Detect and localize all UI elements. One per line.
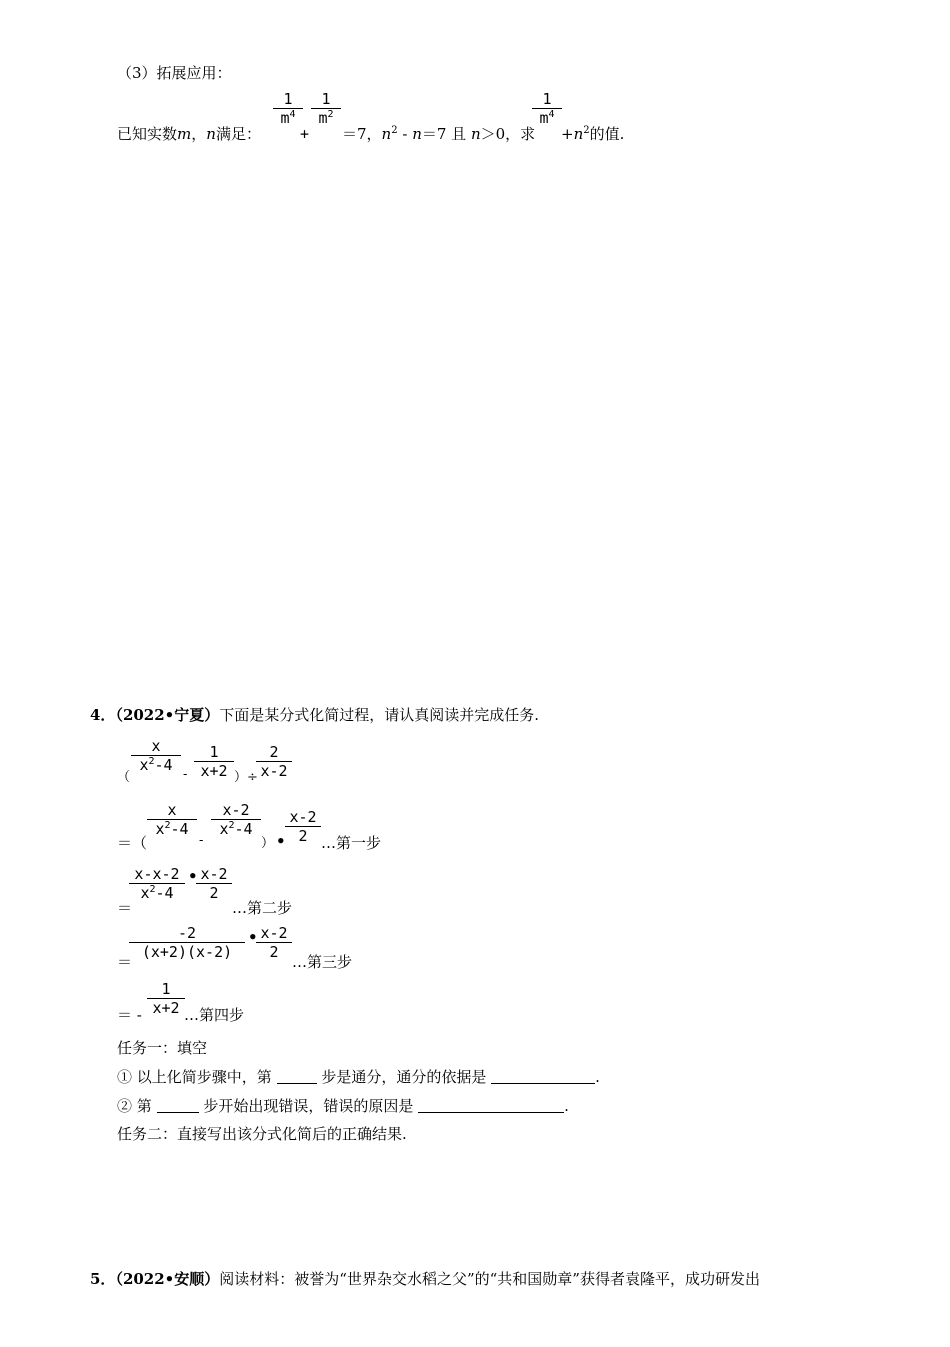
gt-zero: ＞0，求 <box>480 125 536 143</box>
multiply-dot: • <box>188 867 198 885</box>
plus-sign-2: + <box>561 125 574 143</box>
fraction-1-over-x+2: 1 x+2 <box>147 980 185 1017</box>
text-prefix: 已知实数 <box>117 125 178 143</box>
var-n-squared: n <box>381 125 392 143</box>
answer-blank-step[interactable] <box>277 1069 317 1084</box>
answer-blank-basis[interactable] <box>491 1069 595 1084</box>
task-1-item-2: ② 第 步开始出现错误，错误的原因是 . <box>117 1097 569 1115</box>
var-n-3: n <box>470 125 481 143</box>
section-heading: （3）拓展应用： <box>117 64 232 82</box>
answer-blank-error-reason[interactable] <box>418 1098 564 1113</box>
fraction-1-over-m2: 1 $m^2$ <box>311 90 341 127</box>
fraction-x-2-over-x2-4: x-2 $x^2-4$ <box>211 801 261 838</box>
equals: ＝ <box>117 899 133 917</box>
question-text: 阅读材料：被誉为“世界杂交水稻之父”的“共和国勋章”获得者袁隆平，成功研发出 <box>219 1270 760 1288</box>
text-satisfy: 满足： <box>215 125 261 143</box>
task-1-item-1: ① 以上化简步骤中，第 步是通分，通分的依据是 . <box>117 1068 600 1086</box>
fraction-x-2-over-2: x-2 2 <box>285 808 321 845</box>
close-paren-divide: ）÷ <box>234 770 258 785</box>
comma: ， <box>191 125 207 143</box>
fraction-2-over-x-2: 2 x-2 <box>256 743 292 780</box>
equals: ＝ <box>117 953 133 971</box>
eq-7-and: ＝7 且 <box>421 125 471 143</box>
question-4-header <box>90 704 539 725</box>
text-tail: 的值. <box>589 125 625 143</box>
fraction-x-over-x2-4: x $x^2-4$ <box>147 801 197 838</box>
step-label: …第二步 <box>232 899 293 917</box>
question-text: 下面是某分式化简过程，请认真阅读并完成任务. <box>219 706 540 724</box>
var-n: n <box>206 125 216 143</box>
step-label: …第三步 <box>292 953 353 971</box>
fraction-1-over-m4: 1 $m^4$ <box>273 90 303 127</box>
multiply-dot: • <box>276 832 286 850</box>
question-number: 4． <box>90 706 116 724</box>
var-n-2: n <box>412 125 422 143</box>
eq-7: ＝7， <box>342 125 382 143</box>
minus: - <box>397 125 413 143</box>
fraction-x-over-x2-4: x $x^2-4$ <box>131 737 181 774</box>
question-source: （2022•安顺） <box>115 1270 220 1288</box>
fraction-1-over-m4-b: 1 $m^4$ <box>532 90 562 127</box>
var-m: m <box>177 125 192 143</box>
fraction-x-2-over-2: x-2 2 <box>256 924 292 961</box>
minus-sign: - <box>199 833 204 848</box>
answer-blank-error-step[interactable] <box>157 1098 199 1113</box>
task-2: 任务二：直接写出该分式化简后的正确结果. <box>117 1125 407 1143</box>
close-paren: ） <box>261 836 275 851</box>
equals-minus: ＝ - <box>117 1006 142 1024</box>
fraction-1-over-x+2: 1 x+2 <box>194 743 234 780</box>
question-5-header <box>90 1268 760 1289</box>
question-number: 5． <box>90 1270 116 1288</box>
fraction-x-x-2-over-x2-4: x-x-2 $x^2-4$ <box>129 865 185 902</box>
minus-sign: - <box>183 767 188 782</box>
multiply-dot: • <box>248 928 258 946</box>
var-n-4: n <box>573 125 584 143</box>
step-label: …第四步 <box>184 1006 245 1024</box>
plus-sign: + <box>300 125 310 143</box>
fraction-x-2-over-2: x-2 2 <box>196 865 232 902</box>
open-paren: （ <box>117 770 131 785</box>
equals-open: ＝（ <box>117 834 148 852</box>
step-label: …第一步 <box>321 834 382 852</box>
task-1-title: 任务一：填空 <box>117 1039 208 1057</box>
question-source: （2022•宁夏） <box>115 706 220 724</box>
fraction-neg2-over-product: -2 (x+2)(x-2) <box>129 924 245 961</box>
